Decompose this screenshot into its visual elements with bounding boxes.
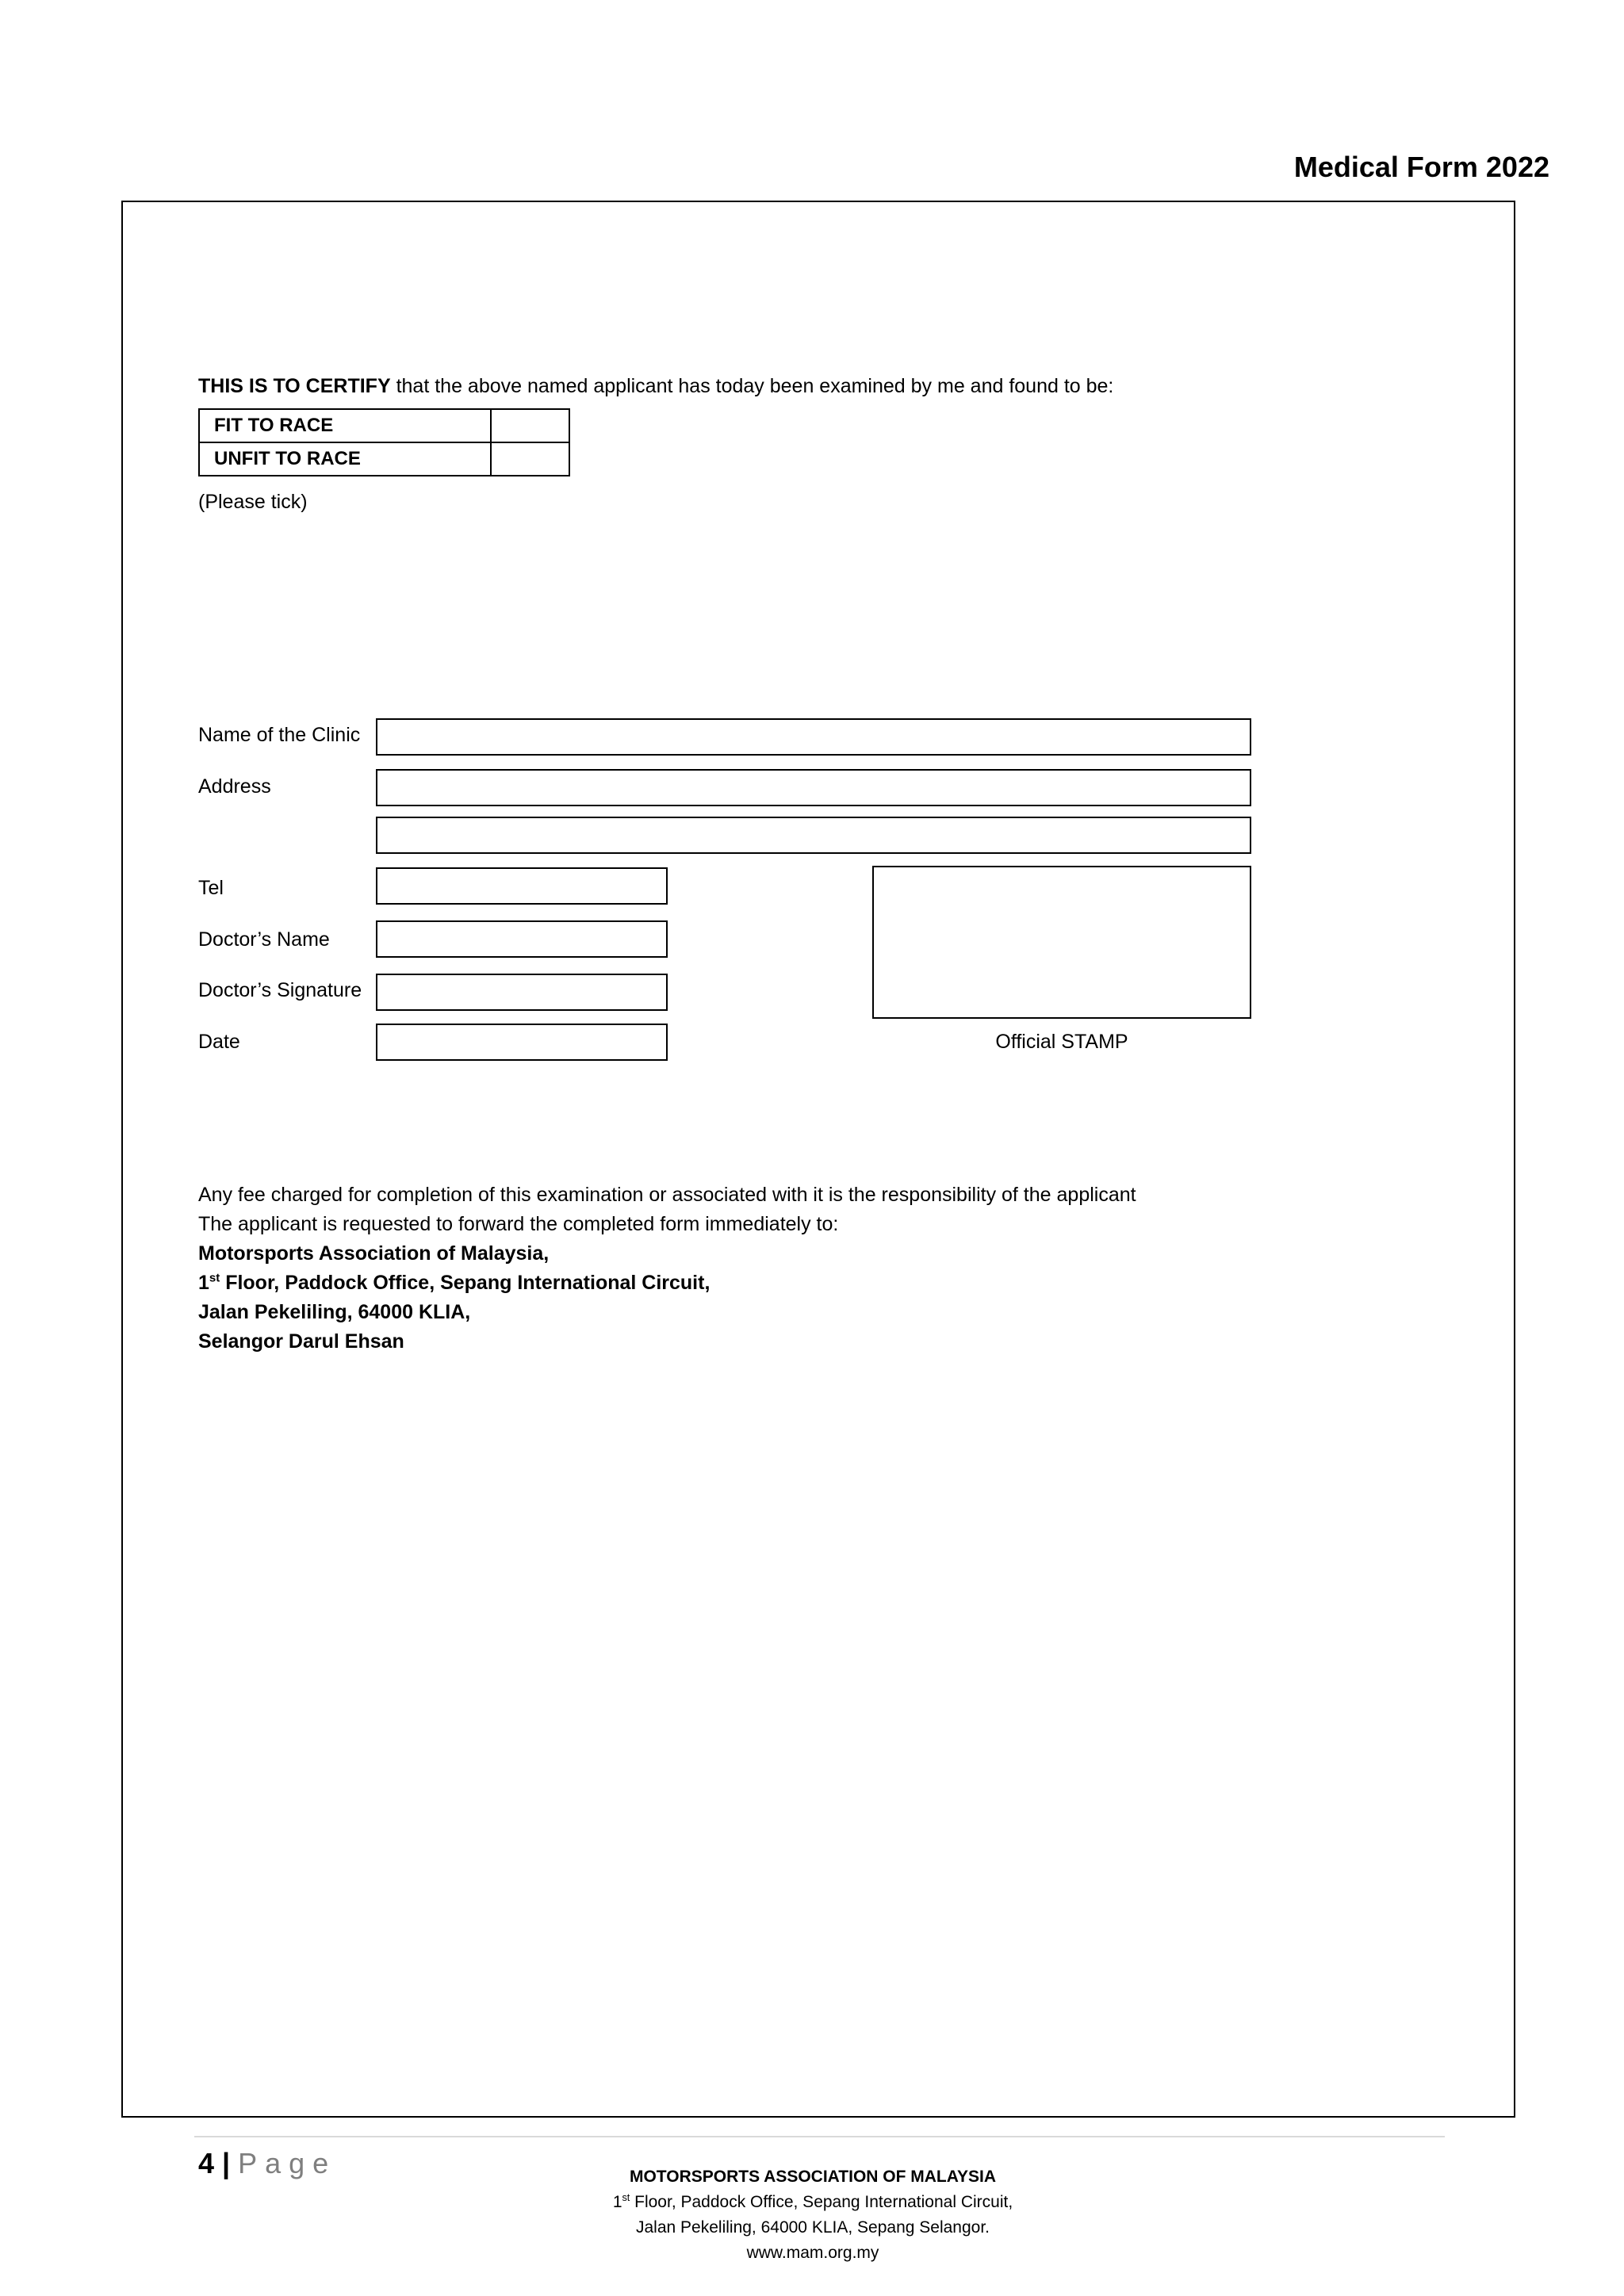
fee-note: Any fee charged for completion of this examination or associated with it is the responsibility of the applicant: [198, 1184, 1136, 1206]
table-row: [199, 409, 569, 442]
footer-floor-rest: Floor, Paddock Office, Sepang International Circuit,: [630, 2193, 1013, 2211]
page-number: [198, 2147, 336, 2180]
certify-statement: [198, 374, 1113, 398]
address-floor: [198, 1271, 710, 1295]
doctor-signature-field[interactable]: [376, 974, 668, 1011]
fit-to-race-label: FIT TO RACE: [199, 409, 491, 442]
footer-org: MOTORSPORTS ASSOCIATION OF MALAYSIA: [629, 2168, 997, 2186]
table-row: [199, 442, 569, 476]
doctor-name-label: Doctor’s Name: [198, 928, 330, 951]
date-field[interactable]: [376, 1024, 668, 1061]
address-state: Selangor Darul Ehsan: [198, 1330, 404, 1353]
form-title: Medical Form 2022: [1293, 151, 1549, 183]
official-stamp-label: Official STAMP: [995, 1031, 1128, 1053]
fitness-tick-table: [198, 408, 570, 476]
forward-note: The applicant is requested to forward the completed form immediately to:: [198, 1213, 839, 1235]
certify-rest: that the above named applicant has today been examined by me and found to be:: [390, 375, 1114, 397]
footer-address-line-2: Jalan Pekeliling, 64000 KLIA, Sepang Selangor.: [636, 2218, 990, 2237]
page-number-separator: |: [222, 2147, 231, 2179]
tel-label: Tel: [198, 877, 224, 899]
address-floor-number: 1: [198, 1272, 209, 1294]
doctor-signature-label: Doctor’s Signature: [198, 979, 362, 1001]
footer-divider: [194, 2136, 1445, 2137]
address-street: Jalan Pekeliling, 64000 KLIA,: [198, 1301, 471, 1323]
footer-floor-number: 1: [612, 2193, 622, 2211]
address-field-line-1[interactable]: [376, 769, 1251, 806]
form-frame: [121, 201, 1515, 2118]
page-number-value: 4: [198, 2147, 215, 2179]
clinic-name-label: Name of the Clinic: [198, 724, 361, 746]
tel-field[interactable]: [376, 867, 668, 905]
page-word: Page: [238, 2147, 337, 2179]
address-org: Motorsports Association of Malaysia,: [198, 1242, 550, 1265]
certify-lead: THIS IS TO CERTIFY: [198, 375, 391, 397]
unfit-to-race-label: UNFIT TO RACE: [199, 442, 491, 476]
unfit-to-race-tickbox[interactable]: [491, 442, 569, 476]
footer-address-line-1: [476, 2193, 1150, 2212]
footer-floor-suffix: st: [622, 2192, 630, 2203]
official-stamp-box[interactable]: [872, 866, 1251, 1019]
address-label: Address: [198, 775, 271, 798]
fit-to-race-tickbox[interactable]: [491, 409, 569, 442]
clinic-name-field[interactable]: [376, 718, 1251, 756]
doctor-name-field[interactable]: [376, 920, 668, 958]
address-field-line-2[interactable]: [376, 817, 1251, 854]
address-floor-rest: Floor, Paddock Office, Sepang International Circuit,: [220, 1272, 710, 1294]
please-tick-note: (Please tick): [198, 491, 308, 513]
date-label: Date: [198, 1031, 240, 1053]
footer-website: www.mam.org.my: [746, 2244, 879, 2262]
address-floor-suffix: st: [209, 1271, 220, 1285]
